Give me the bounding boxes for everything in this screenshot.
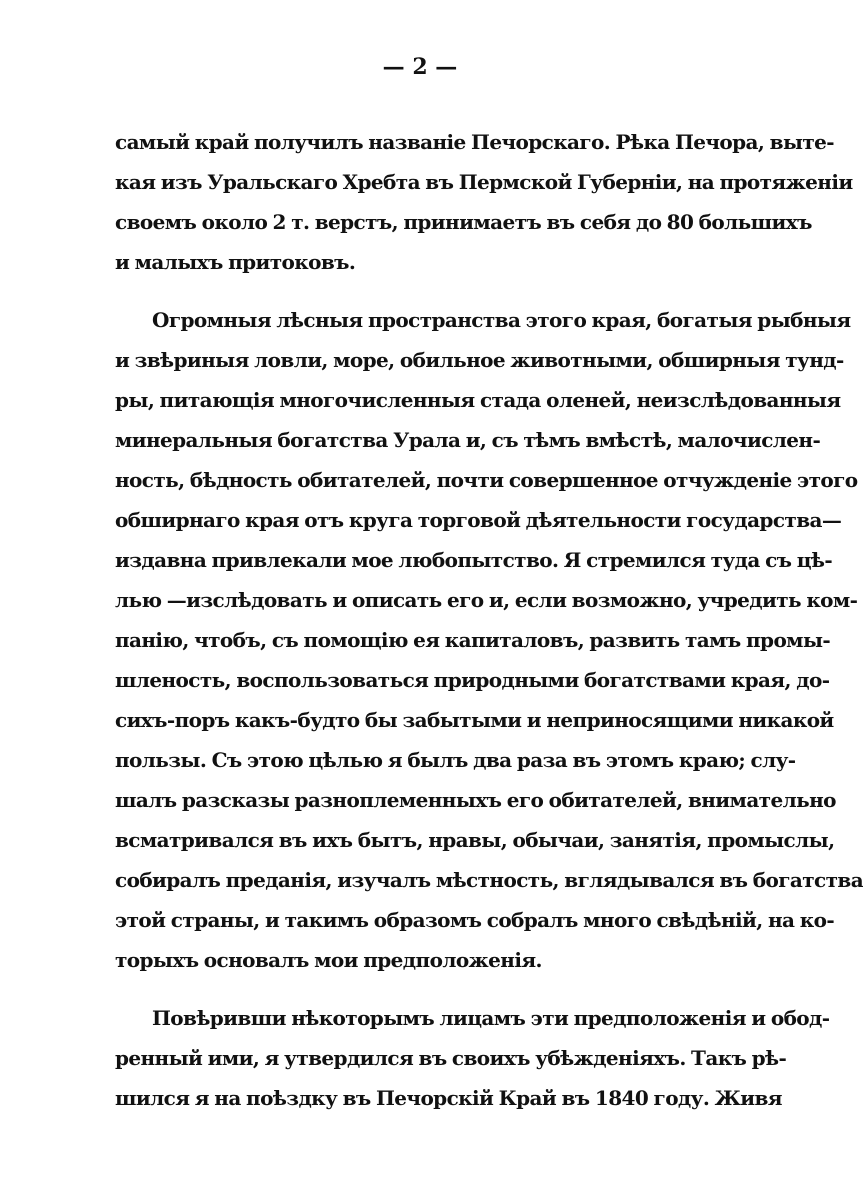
text-line: ры, питающія многочисленныя стада оленей, неизслѣдованныя: [115, 388, 841, 412]
text-line: обширнаго края отъ круга торговой дѣятельности государства—: [115, 508, 842, 532]
text-line: ренный ими, я утвердился въ своихъ убѣжденіяхъ. Такъ рѣ-: [115, 1046, 787, 1070]
text-line: своемъ около 2 т. верстъ, принимаетъ въ себя до 80 большихъ: [115, 210, 812, 234]
text-line: лью —изслѣдовать и описать его и, если возможно, учредить ком-: [115, 588, 858, 612]
text-line: этой страны, и такимъ образомъ собралъ много свѣдѣній, на ко-: [115, 908, 835, 932]
text-line: шился я на поѣздку въ Печорскій Край въ 1840 году. Живя: [115, 1086, 782, 1110]
text-line: шалъ разсказы разноплеменныхъ его обитателей, внимательно: [115, 788, 836, 812]
text-line: шленость, воспользоваться природными богатствами края, до-: [115, 668, 830, 692]
text-line: торыхъ основалъ мои предположенія.: [115, 948, 542, 972]
text-line: Огромныя лѣсныя пространства этого края, богатыя рыбныя: [152, 308, 851, 332]
text-line: сихъ-поръ какъ-будто бы забытыми и неприносящими никакой: [115, 708, 834, 732]
page-number: — 2 —: [382, 54, 458, 80]
text-line: и малыхъ притоковъ.: [115, 250, 356, 274]
text-line: всматривался въ ихъ бытъ, нравы, обычаи, занятія, промыслы,: [115, 828, 835, 852]
text-line: минеральныя богатства Урала и, съ тѣмъ вмѣстѣ, малочислен-: [115, 428, 821, 452]
text-line: ность, бѣдность обитателей, почти совершенное отчужденіе этого: [115, 468, 858, 492]
text-line: Повѣривши нѣкоторымъ лицамъ эти предположенія и обод-: [152, 1006, 830, 1030]
text-line: собиралъ преданія, изучалъ мѣстность, вглядывался въ богатства: [115, 868, 863, 892]
text-line: издавна привлекали мое любопытство. Я стремился туда съ цѣ-: [115, 548, 833, 572]
text-line: самый край получилъ названіе Печорскаго. Рѣка Печора, выте-: [115, 130, 835, 154]
text-line: пользы. Съ этою цѣлью я былъ два раза въ этомъ краю; слу-: [115, 748, 796, 772]
text-line: панію, чтобъ, съ помощію ея капиталовъ, развить тамъ промы-: [115, 628, 831, 652]
text-line: и звѣриныя ловли, море, обильное животными, обширныя тунд-: [115, 348, 844, 372]
text-line: кая изъ Уральскаго Хребта въ Пермской Губерніи, на протяженіи: [115, 170, 853, 194]
